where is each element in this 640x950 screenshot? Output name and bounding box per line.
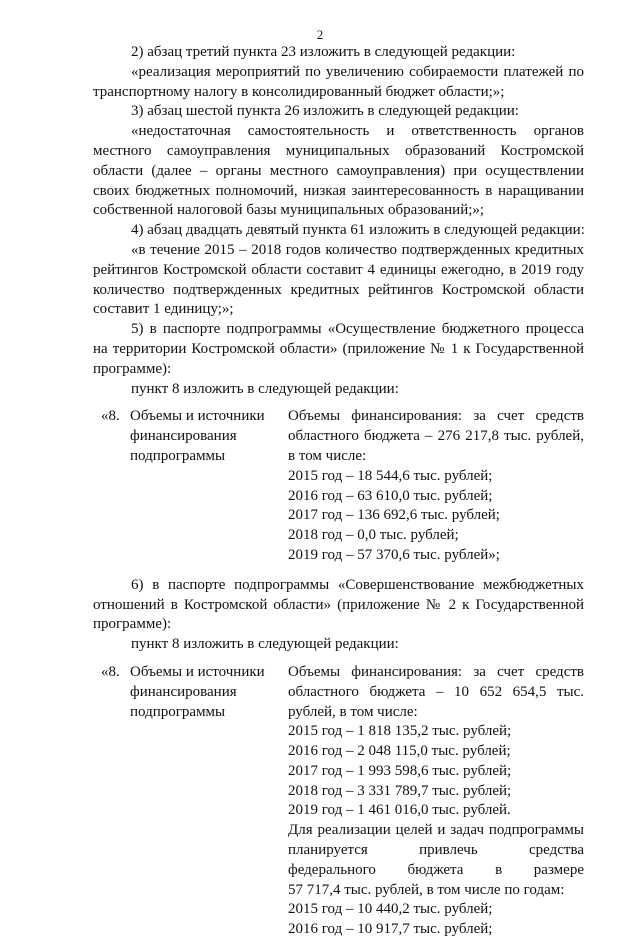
- text-line: 2016 год – 63 610,0 тыс. рублей;: [288, 487, 493, 504]
- document-body: [93, 43, 584, 950]
- quote-item-3: [93, 122, 584, 221]
- table-item-8-first: [93, 407, 584, 565]
- text-line: составит 1 единицу;»;: [93, 301, 234, 318]
- text-line: 2019 год – 1 461 016,0 тыс. рублей.: [288, 802, 511, 819]
- page-number: 2: [316, 27, 324, 42]
- text-line: пункт 8 изложить в следующей редакции:: [131, 380, 399, 397]
- text-line: Объемы финансирования: за счет средств: [288, 408, 584, 425]
- text-line: 5) в паспорте подпрограммы «Осуществление бюджетного процесса: [131, 321, 584, 338]
- text-line: транспортному налогу в консолидированный бюджет области;»;: [93, 83, 505, 100]
- text-line: 3) абзац шестой пункта 26 изложить в следующей редакции:: [131, 103, 519, 120]
- text-line: отношений в Костромской области» (приложение № 2 к Государственной: [93, 596, 584, 613]
- text-line: своих бюджетных полномочий, низкая заинтересованность в наращивании: [93, 182, 584, 199]
- table-item-name: [130, 663, 280, 722]
- text-line: 57 717,4 тыс. рублей, в том числе по годам:: [288, 881, 565, 898]
- text-line: собственной налоговой базы муниципальных образований;»;: [93, 202, 485, 219]
- table-item-8-second: [93, 663, 584, 940]
- paragraph-item-6: [93, 576, 584, 635]
- text-line: 2015 год – 10 440,2 тыс. рублей;: [288, 901, 493, 918]
- text-line: 4) абзац двадцать девятый пункта 61 изложить в следующей редакции:: [131, 222, 585, 239]
- text-line: рейтингов Костромской области составит 4 единицы ежегодно, в 2019 году: [93, 261, 584, 278]
- text-line: Объемы и источники: [130, 663, 265, 680]
- text-line: программе):: [93, 360, 172, 377]
- paragraph-item-6-sub: [93, 635, 584, 655]
- text-line: областного бюджета – 10 652 654,5 тыс.: [288, 683, 584, 700]
- text-line: рублей, в том числе:: [288, 703, 418, 720]
- text-line: 2016 год – 10 917,7 тыс. рублей;: [288, 921, 493, 938]
- text-line: пункт 8 изложить в следующей редакции:: [131, 636, 399, 653]
- text-line: финансирования: [130, 428, 237, 445]
- text-line: 2015 год – 1 818 135,2 тыс. рублей;: [288, 723, 512, 740]
- text-line: местного самоуправления муниципальных образований Костромской: [93, 142, 584, 159]
- paragraph-item-2: [93, 43, 584, 63]
- paragraph-item-5: [93, 320, 584, 379]
- text-line: «в течение 2015 – 2018 годов количество подтвержденных кредитных: [131, 241, 584, 258]
- text-line: планируется привлечь средства: [288, 842, 584, 859]
- text-line: 2017 год – 136 692,6 тыс. рублей;: [288, 507, 500, 524]
- paragraph-item-3: [93, 102, 584, 122]
- quote-item-2: [93, 63, 584, 103]
- table-item-number: «8.: [101, 663, 120, 680]
- table-item-name: [130, 407, 280, 466]
- text-line: подпрограммы: [130, 447, 226, 464]
- text-line: подпрограммы: [130, 703, 226, 720]
- paragraph-item-4: [93, 221, 584, 241]
- text-line: на территории Костромской области» (приложение № 1 к Государственной: [93, 340, 584, 357]
- text-line: 2018 год – 0,0 тыс. рублей;: [288, 527, 459, 544]
- text-line: 2018 год – 3 331 789,7 тыс. рублей;: [288, 782, 512, 799]
- text-line: 2) абзац третий пункта 23 изложить в следующей редакции:: [131, 44, 516, 60]
- text-line: «недостаточная самостоятельность и ответственность органов: [131, 123, 584, 140]
- text-line: финансирования: [130, 683, 237, 700]
- table-item-number: «8.: [101, 408, 120, 425]
- text-line: программе):: [93, 616, 172, 633]
- text-line: 2019 год – 57 370,6 тыс. рублей»;: [288, 546, 500, 563]
- table-item-value: [288, 663, 584, 940]
- text-line: в том числе:: [288, 447, 367, 464]
- text-line: 2017 год – 1 993 598,6 тыс. рублей;: [288, 762, 512, 779]
- text-line: 6) в паспорте подпрограммы «Совершенствование межбюджетных: [131, 576, 584, 593]
- text-line: количество подтвержденных кредитных рейтингов Костромской области: [93, 281, 584, 298]
- text-line: Для реализации целей и задач подпрограммы: [288, 822, 584, 839]
- text-line: Объемы финансирования: за счет средств: [288, 663, 584, 680]
- table-item-value: [288, 407, 584, 565]
- text-line: областного бюджета – 276 217,8 тыс. рублей,: [288, 428, 584, 445]
- text-line: области (далее – органы местного самоуправления) при осуществлении: [93, 162, 584, 179]
- text-line: 2015 год – 18 544,6 тыс. рублей;: [288, 467, 493, 484]
- paragraph-item-5-sub: [93, 380, 584, 400]
- text-line: Объемы и источники: [130, 408, 265, 425]
- quote-item-4: [93, 241, 584, 320]
- text-line: федерального бюджета в размере: [288, 861, 584, 878]
- text-line: 2016 год – 2 048 115,0 тыс. рублей;: [288, 743, 511, 760]
- text-line: «реализация мероприятий по увеличению собираемости платежей по: [131, 63, 584, 80]
